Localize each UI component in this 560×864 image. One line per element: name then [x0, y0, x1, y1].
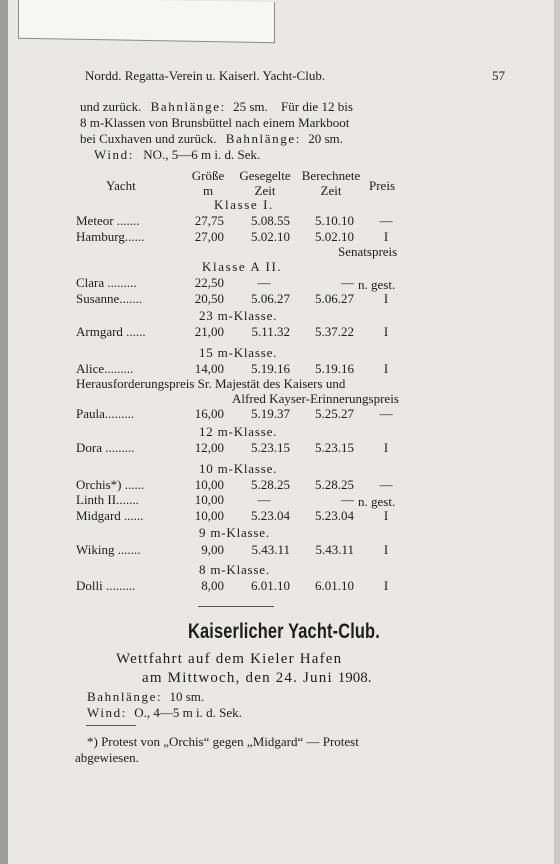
section-subtitle-2: am Mittwoch, den 24. Juni 1908. [142, 670, 372, 686]
yacht-name: Hamburg...... [76, 229, 145, 244]
class-heading: 23 m-Klasse. [199, 308, 278, 323]
prize-cell: I [383, 229, 389, 244]
section-subtitle-1: Wettfahrt auf dem Kieler Hafen [116, 651, 343, 667]
footnote-line-1: *) Protest von „Orchis“ gegen „Midgard“ — Protest [87, 734, 359, 749]
page-shadow [0, 0, 8, 864]
col-header-yacht: Yacht [106, 178, 136, 193]
col-header-size: Größe m [191, 168, 225, 198]
sailed-time-cell: 5.06.27 [251, 291, 290, 306]
calculated-time-cell: 5.37.22 [315, 324, 354, 339]
col-header-calculated: Berechnete Zeit [301, 168, 361, 198]
prize-cell: I [383, 542, 389, 557]
challenge-prize-line-2: Alfred Kayser-Erinnerungspreis [232, 391, 399, 406]
calculated-time-cell: 5.43.11 [315, 542, 354, 557]
challenge-prize-line-1: Herausforderungspreis Sr. Majestät des Kaisers und [76, 376, 346, 391]
sailed-time-cell: 6.01.10 [251, 578, 290, 593]
calculated-time-cell: 5.23.15 [315, 440, 354, 455]
intro-line-2: 8 m-Klassen von Brunsbüttel nach einem Markboot [80, 115, 350, 130]
yacht-name: Meteor ....... [76, 213, 140, 228]
sailed-time-cell: — [257, 492, 271, 507]
intro-line-3: bei Cuxhaven und zurück. Bahnlänge: 20 sm. [80, 131, 343, 146]
sailed-time-cell: 5.43.11 [251, 542, 290, 557]
intro-line-1: und zurück. Bahnlänge: 25 sm. Für die 12 bis [80, 99, 353, 114]
size-cell: 10,00 [194, 492, 224, 507]
section-title: Kaiserlicher Yacht-Club. [188, 620, 380, 643]
yacht-name: Midgard ...... [76, 508, 144, 523]
calculated-time-cell: 5.02.10 [315, 229, 354, 244]
footnote-line-2: abgewiesen. [75, 750, 139, 765]
size-cell: 12,00 [194, 440, 224, 455]
size-cell: 27,75 [194, 213, 224, 228]
sailed-time-cell: 5.11.32 [251, 324, 290, 339]
size-cell: 16,00 [194, 406, 224, 421]
size-cell: 27,00 [194, 229, 224, 244]
yacht-name: Alice......... [76, 361, 134, 376]
size-cell: 21,00 [194, 324, 224, 339]
prize-cell: I [383, 291, 389, 306]
yacht-name: Orchis*) ...... [76, 477, 145, 492]
size-cell: 8,00 [201, 578, 224, 593]
prize-cell: I [383, 324, 389, 339]
calculated-time-cell: 5.19.16 [315, 361, 354, 376]
class-heading: 12 m-Klasse. [199, 424, 278, 439]
size-cell: 14,00 [194, 361, 224, 376]
class-heading: 15 m-Klasse. [199, 345, 278, 360]
calculated-time-cell: 5.25.27 [315, 406, 354, 421]
prize-cell: n. gest. [358, 277, 396, 292]
section-wind: Wind: O., 4—5 m i. d. Sek. [87, 705, 242, 720]
class-heading: 8 m-Klasse. [199, 562, 270, 577]
col-header-prize: Preis [369, 178, 395, 193]
calculated-time-cell: 5.28.25 [315, 477, 354, 492]
yacht-name: Armgard ...... [76, 324, 146, 339]
section-course: Bahnlänge: 10 sm. [87, 689, 205, 704]
size-cell: 20,50 [194, 291, 224, 306]
prize-cell: I [383, 361, 389, 376]
size-cell: 10,00 [194, 477, 224, 492]
calculated-time-cell: 5.06.27 [315, 291, 354, 306]
intro-wind: Wind: NO., 5—6 m i. d. Sek. [94, 147, 261, 162]
paper-tab [18, 0, 275, 43]
class-heading: 10 m-Klasse. [199, 461, 278, 476]
class-heading: Klasse A II. [202, 259, 283, 274]
yacht-name: Dolli ......... [76, 578, 136, 593]
prize-cell: n. gest. [358, 494, 396, 509]
col-header-sailed: Gesegelte Zeit [239, 168, 291, 198]
sailed-time-cell: 5.19.16 [251, 361, 290, 376]
size-cell: 9,00 [201, 542, 224, 557]
prize-cell: — [379, 477, 393, 492]
running-title: Nordd. Regatta-Verein u. Kaiserl. Yacht-Club. [85, 68, 326, 83]
prize-cell: I [383, 578, 389, 593]
yacht-name: Susanne....... [76, 291, 143, 306]
sailed-time-cell: 5.19.37 [251, 406, 290, 421]
calculated-time-cell: — [341, 275, 354, 290]
yacht-name: Linth II....... [76, 492, 139, 507]
prize-cell: I [383, 440, 389, 455]
prize-cell: — [379, 406, 393, 421]
prize-cell: I [383, 508, 389, 523]
size-cell: 22,50 [194, 275, 224, 290]
class-heading: 9 m-Klasse. [199, 525, 270, 540]
section-divider [198, 606, 274, 607]
sailed-time-cell: — [257, 275, 271, 290]
page-number: 57 [492, 68, 505, 83]
calculated-time-cell: 5.23.04 [315, 508, 354, 523]
class-heading: Klasse I. [214, 197, 274, 212]
sailed-time-cell: 5.23.04 [251, 508, 290, 523]
yacht-name: Clara ......... [76, 275, 137, 290]
yacht-name: Dora ......... [76, 440, 135, 455]
sailed-time-cell: 5.08.55 [251, 213, 290, 228]
sailed-time-cell: 5.23.15 [251, 440, 290, 455]
sailed-time-cell: 5.02.10 [251, 229, 290, 244]
sailed-time-cell: 5.28.25 [251, 477, 290, 492]
yacht-name: Wiking ....... [76, 542, 141, 557]
prize-cell: — [379, 213, 393, 228]
calculated-time-cell: 6.01.10 [315, 578, 354, 593]
footnote-divider [86, 725, 136, 726]
size-cell: 10,00 [194, 508, 224, 523]
yacht-name: Paula......... [76, 406, 135, 421]
senatspreis-note: Senatspreis [338, 244, 398, 259]
calculated-time-cell: — [341, 492, 354, 507]
calculated-time-cell: 5.10.10 [315, 213, 354, 228]
